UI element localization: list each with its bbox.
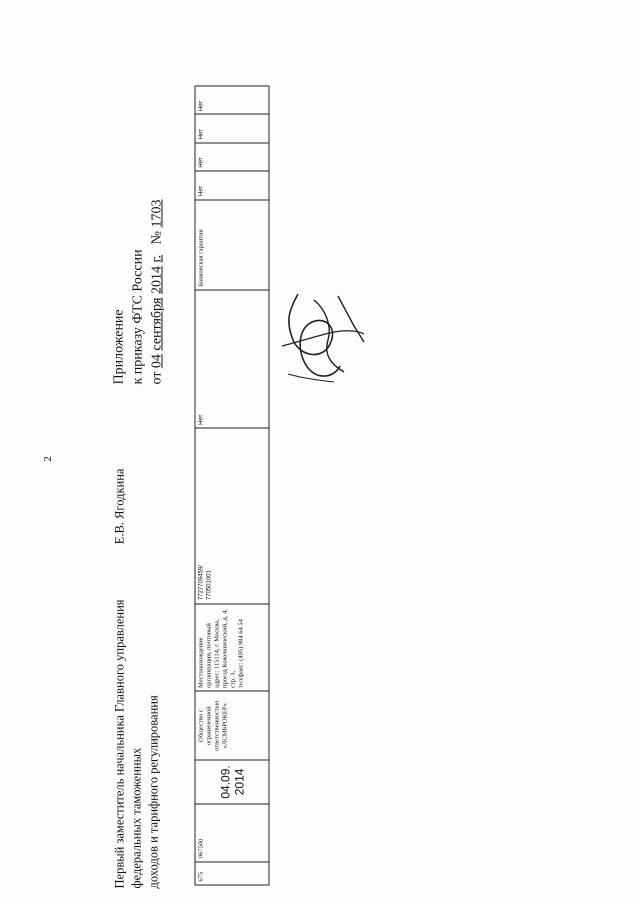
signature-block xyxy=(112,469,163,889)
appendix-title: Приложение xyxy=(111,309,127,385)
date-year: 2014 xyxy=(149,266,165,295)
registration-date: 04.09. 2014 xyxy=(195,760,269,804)
registration-code: 067500 xyxy=(195,804,269,862)
order-number: 1703 xyxy=(149,199,165,228)
signature-image xyxy=(268,282,368,392)
column-net-2: Нет xyxy=(195,171,269,199)
organization-address: Местонахождение организации, почтовый адрес: 115114, г. Москва, проезд Кожевнический, д. 4, стр. 3, тел/факс: (495) 984 64 54 xyxy=(195,604,269,692)
column-net-3: Нет xyxy=(195,143,269,171)
date-month: сентября xyxy=(149,297,165,351)
table-row xyxy=(195,86,269,885)
signer-position-line1: Первый заместитель начальника Главного управления xyxy=(112,599,127,889)
organization-name: Общество с ограниченной ответственностью «ЛСМБРОКЕР» xyxy=(195,692,269,760)
guarantee-type: Банковская гарантия xyxy=(195,200,269,291)
order-reference: к приказу ФТС России xyxy=(130,249,146,385)
date-day: 04 xyxy=(149,354,165,369)
date-suffix: г. xyxy=(149,254,165,263)
signer-position-line2: федеральных таможенных xyxy=(129,747,144,889)
inn-kpp: 7727709459/ 770501001 xyxy=(195,428,269,603)
order-number-label: № xyxy=(149,231,165,245)
signer-name: Е.В. Ягодкина xyxy=(112,468,127,545)
column-net-1: Нет xyxy=(195,290,269,428)
registry-table xyxy=(195,86,270,886)
order-date-line xyxy=(148,45,167,385)
appendix-header xyxy=(110,45,167,385)
date-prefix: от xyxy=(149,371,165,385)
row-number: 675 xyxy=(195,862,269,885)
column-net-5: Нет xyxy=(195,86,269,114)
column-net-4: Нет xyxy=(195,114,269,142)
signer-position-line3: доходов и тарифного регулирования xyxy=(146,695,161,889)
page-number: 2 xyxy=(42,456,54,462)
